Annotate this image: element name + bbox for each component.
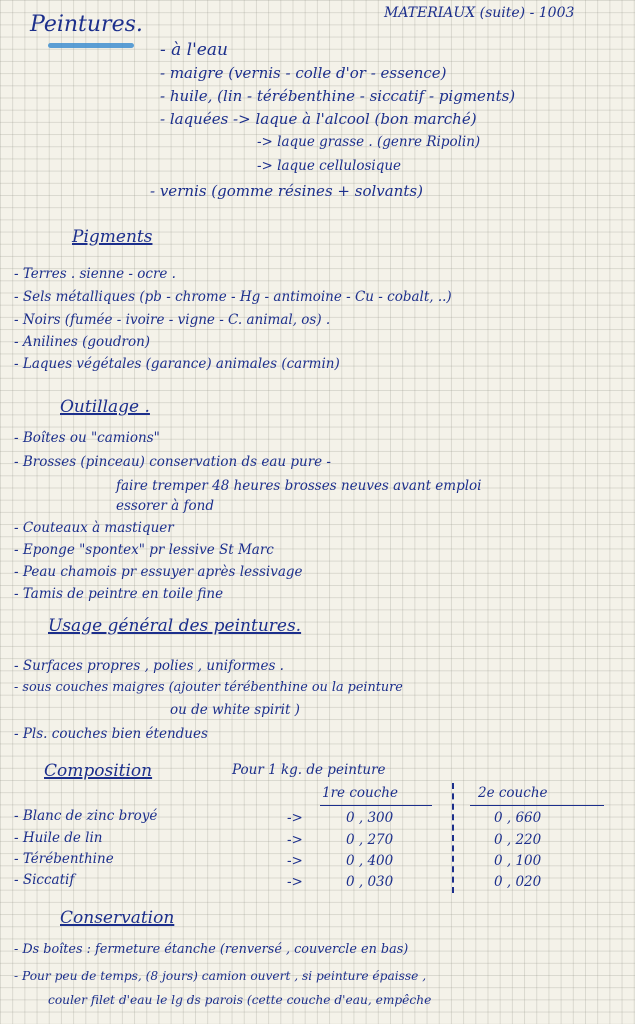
composition-row-name: - Térébenthine <box>14 851 114 867</box>
composition-row-v2: 0 , 660 <box>494 810 542 826</box>
peintures-item-4: - laquées -> laque à l'alcool (bon marché) <box>160 110 477 128</box>
composition-row-v1: 0 , 300 <box>346 810 394 826</box>
page-reference: MATERIAUX (suite) - 1003 <box>384 5 575 21</box>
peintures-item-7: - vernis (gomme résines + solvants) <box>150 182 423 200</box>
section-title-usage: Usage général des peintures. <box>48 616 302 636</box>
conservation-item-2-cont: couler filet d'eau le lg ds parois (cette couche d'eau, empêche <box>48 993 432 1007</box>
conservation-item-2: - Pour peu de temps, (8 jours) camion ouvert , si peinture épaisse , <box>14 969 427 983</box>
outillage-item-4: - Eponge "spontex" pr lessive St Marc <box>14 542 274 558</box>
composition-row-v2: 0 , 220 <box>494 832 542 848</box>
outillage-item-3: - Couteaux à mastiquer <box>14 520 174 536</box>
peintures-item-1: - à l'eau <box>160 40 228 60</box>
col2-underline <box>470 805 604 806</box>
peintures-item-3: - huile, (lin - térébenthine - siccatif - pigments) <box>160 87 516 105</box>
composition-row-v1: 0 , 270 <box>346 832 394 848</box>
highlight-mark <box>48 43 134 48</box>
usage-item-3: - Pls. couches bien étendues <box>14 726 208 742</box>
composition-row-name: - Blanc de zinc broyé <box>14 808 158 824</box>
composition-row-v2: 0 , 100 <box>494 853 542 869</box>
peintures-item-5: -> laque grasse . (genre Ripolin) <box>257 134 481 150</box>
composition-row-arrow: -> <box>287 874 303 890</box>
outillage-item-1: - Boîtes ou "camions" <box>14 430 160 446</box>
section-title-outillage: Outillage . <box>60 397 150 417</box>
composition-subtitle: Pour 1 kg. de peinture <box>232 762 386 778</box>
peintures-item-2: - maigre (vernis - colle d'or - essence) <box>160 64 447 82</box>
pigments-item-1: - Terres . sienne - ocre . <box>14 266 176 282</box>
outillage-item-6: - Tamis de peintre en toile fine <box>14 586 224 602</box>
section-title-pigments: Pigments <box>72 227 153 247</box>
outillage-item-5: - Peau chamois pr essuyer après lessivage <box>14 564 303 580</box>
col1-underline <box>320 805 432 806</box>
usage-item-2: - sous couches maigres (ajouter térébenthine ou la peinture <box>14 680 403 695</box>
peintures-item-6: -> laque cellulosique <box>257 158 402 174</box>
section-title-conservation: Conservation <box>60 908 175 928</box>
section-title-peintures: Peintures. <box>30 12 143 37</box>
usage-item-2-cont: ou de white spirit ) <box>170 702 300 718</box>
composition-row-name: - Siccatif <box>14 872 75 888</box>
pigments-item-5: - Laques végétales (garance) animales (carmin) <box>14 356 340 372</box>
section-title-composition: Composition <box>44 761 153 781</box>
outillage-item-2-cont-2: essorer à fond <box>116 498 214 514</box>
composition-col2-header: 2e couche <box>478 785 548 801</box>
composition-row-v1: 0 , 030 <box>346 874 394 890</box>
column-divider <box>452 783 454 893</box>
usage-item-1: - Surfaces propres , polies , uniformes . <box>14 658 284 674</box>
pigments-item-2: - Sels métalliques (pb - chrome - Hg - antimoine - Cu - cobalt, ..) <box>14 289 452 305</box>
composition-row-arrow: -> <box>287 832 303 848</box>
composition-row-v2: 0 , 020 <box>494 874 542 890</box>
outillage-item-2: - Brosses (pinceau) conservation ds eau pure - <box>14 454 331 470</box>
conservation-item-1: - Ds boîtes : fermeture étanche (renversé , couvercle en bas) <box>14 942 409 957</box>
pigments-item-3: - Noirs (fumée - ivoire - vigne - C. animal, os) . <box>14 312 331 328</box>
composition-row-name: - Huile de lin <box>14 830 103 846</box>
composition-row-v1: 0 , 400 <box>346 853 394 869</box>
outillage-item-2-cont: faire tremper 48 heures brosses neuves avant emploi <box>116 478 482 494</box>
composition-row-arrow: -> <box>287 810 303 826</box>
composition-col1-header: 1re couche <box>322 785 398 801</box>
composition-row-arrow: -> <box>287 853 303 869</box>
pigments-item-4: - Anilines (goudron) <box>14 334 151 350</box>
